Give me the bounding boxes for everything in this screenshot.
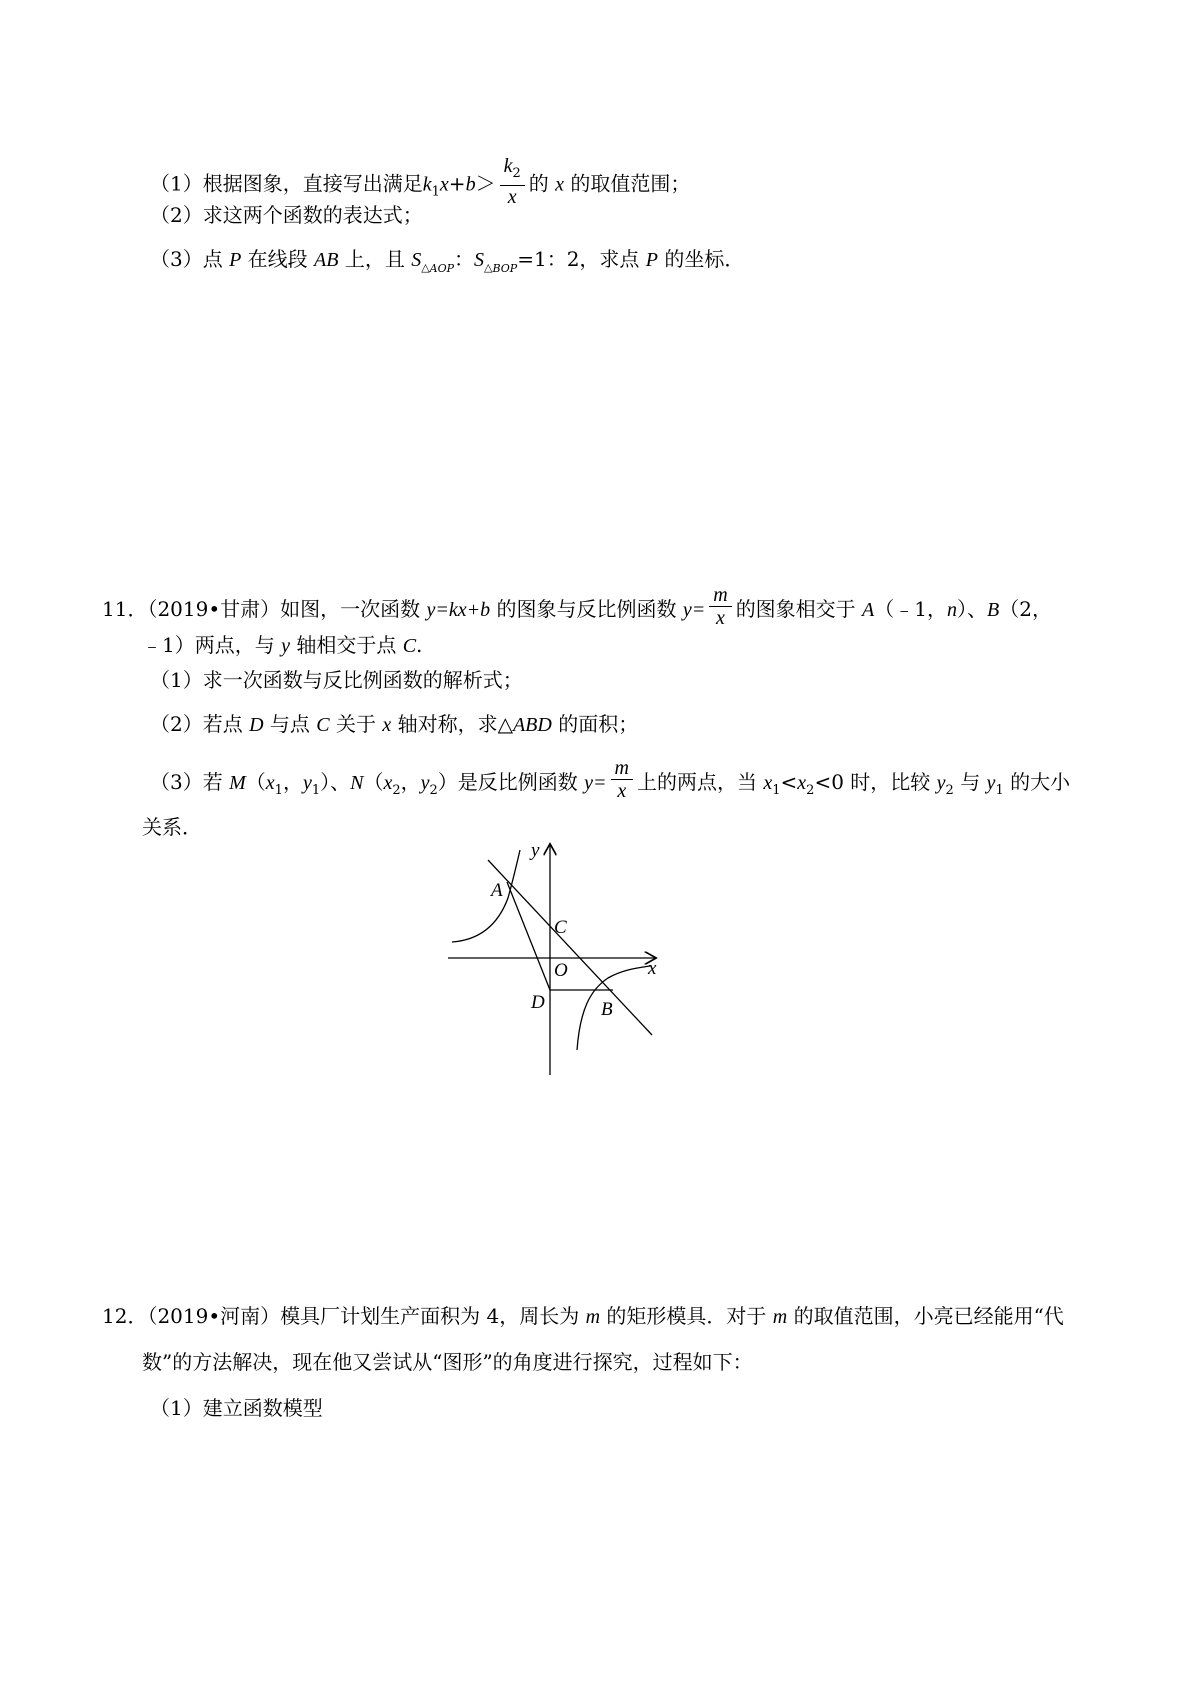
q10-fraction: $\frac{k_2}{x}$ xyxy=(500,154,525,208)
label-x: x xyxy=(648,958,657,979)
q10-part2: （2）求这两个函数的表达式； xyxy=(150,203,423,227)
q11-part3-continued: 关系． xyxy=(142,815,202,839)
line-AB xyxy=(488,860,652,1035)
label-y: y xyxy=(531,840,540,861)
segment-AD xyxy=(507,882,550,990)
label-A: A xyxy=(491,880,503,901)
q12-part1: （1）建立函数模型 xyxy=(150,1396,323,1420)
q12-line2: 数”的方法解决，现在他又尝试从“图形”的角度进行探究，过程如下： xyxy=(142,1350,753,1374)
hyperbola-branch-lower-right xyxy=(577,966,650,1050)
label-O: O xyxy=(554,960,568,981)
q11-part3: （3）若 $M(x_1$，$y_1$）、$N(x_2$，$y_2$）是反比例函数 y= $\frac{m}{x}$ 上的两点，当 $x_1<x_2<0$ 时，比较 $y_2$ 与 $y_1$ 的大小 xyxy=(150,757,1071,802)
q12-line1: 12．（2019•河南）模具厂计划生产面积为 4，周长为 m 的矩形模具．对于 m 的取值范围，小亮已经能用“代 xyxy=(102,1304,1064,1328)
q11-line2: ﹣1）两点，与 y 轴相交于点 C. xyxy=(142,633,423,657)
label-B: B xyxy=(601,999,613,1020)
q11-part3-fraction: $\frac{m}{x}$ xyxy=(611,757,633,802)
q11-line1: 11．（2019•甘肃）如图，一次函数 y=kx+b 的图象与反比例函数 y= $\frac{m}{x}$ 的图象相交于 A（﹣1，n）、B（2， xyxy=(102,584,1052,629)
q11-part2: （2）若点 D 与点 C 关于 x 轴对称，求△ABD 的面积； xyxy=(150,712,639,736)
q11-figure xyxy=(440,830,680,1090)
label-C: C xyxy=(554,917,567,938)
q11-part1: （1）求一次函数与反比例函数的解析式； xyxy=(150,668,523,692)
label-D: D xyxy=(531,992,545,1013)
hyperbola-branch-upper-left xyxy=(452,850,520,942)
q10-part3: （3）点 P 在线段 AB 上，且 $S_{\triangle AOP}$：$S_{\triangle BOP}=1$：2，求点 P 的坐标． xyxy=(150,247,745,275)
q10-part1: （1）根据图象，直接写出满足$k_1x+b>$ $\frac{k_2}{x}$ 的 x 的取值范围； xyxy=(150,155,691,208)
q11-fraction: $\frac{m}{x}$ xyxy=(709,584,731,629)
